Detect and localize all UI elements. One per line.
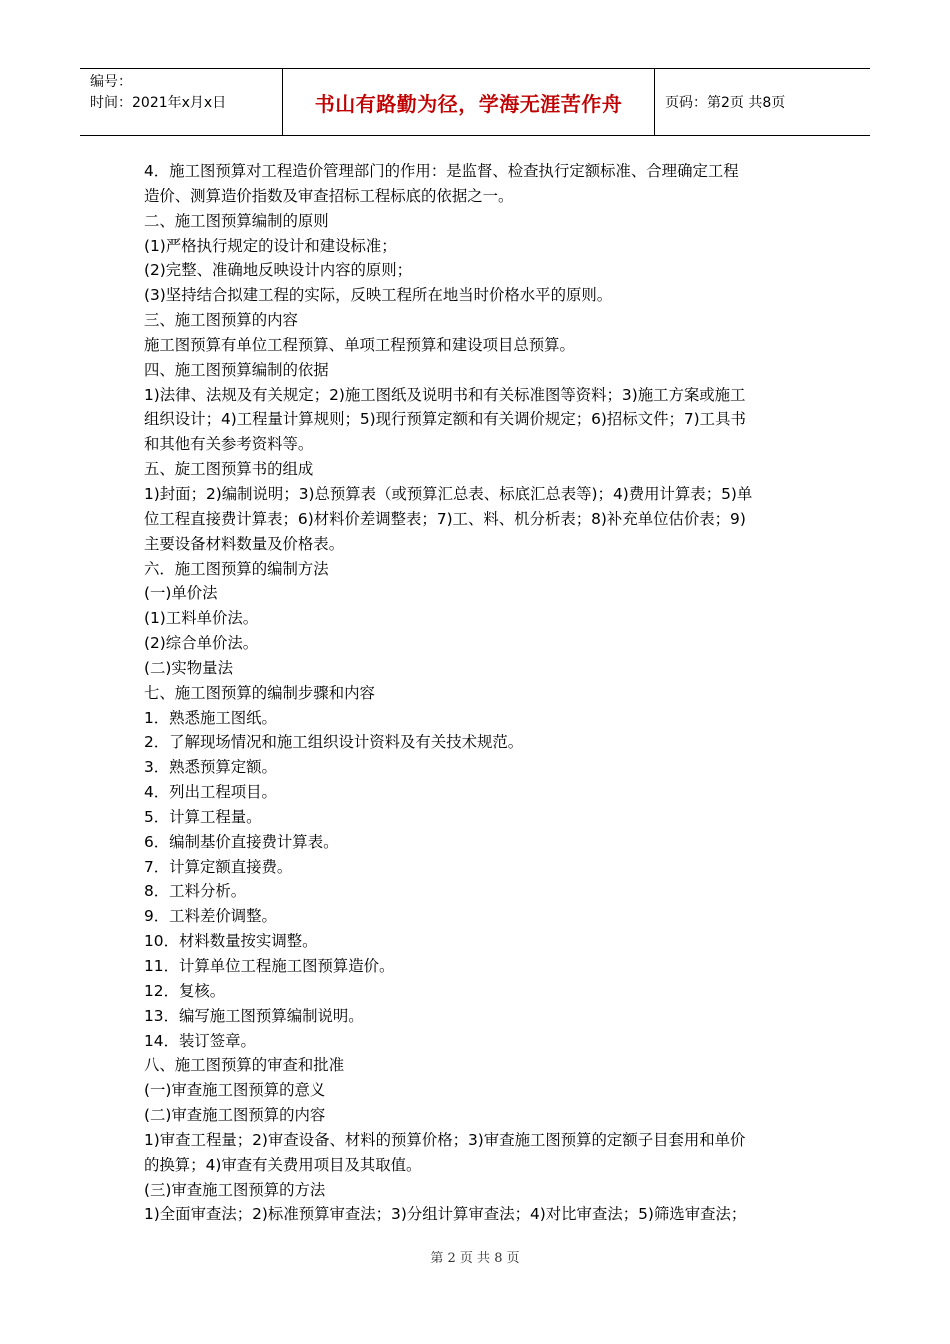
body-line: 14．装订签章。 <box>144 1031 256 1050</box>
body-line: 2．了解现场情况和施工组织设计资料及有关技术规范。 <box>144 733 524 752</box>
document-body <box>144 159 814 1227</box>
page-header <box>80 68 870 136</box>
body-line: 位工程直接费计算表；6)材料价差调整表；7)工、料、机分析表；8)补充单位估价表；9) <box>144 509 746 528</box>
body-line: (1)工料单价法。 <box>144 609 259 628</box>
body-line: (三)审查施工图预算的方法 <box>144 1180 326 1199</box>
body-line: 5．计算工程量。 <box>144 807 262 826</box>
time-label: 时间：2021年x月x日 <box>90 95 227 111</box>
header-motto: 书山有路勤为径，学海无涯苦作舟 <box>282 69 655 135</box>
body-line: 4．列出工程项目。 <box>144 783 277 802</box>
body-line: (二)实物量法 <box>144 658 233 677</box>
body-line: 四、施工图预算编制的依据 <box>144 360 329 379</box>
body-line: 七、施工图预算的编制步骤和内容 <box>144 683 375 702</box>
body-line: (二)审查施工图预算的内容 <box>144 1106 326 1125</box>
body-line: 3．熟悉预算定额。 <box>144 758 277 777</box>
body-line: 二、施工图预算编制的原则 <box>144 211 329 230</box>
body-line: 施工图预算有单位工程预算、单项工程预算和建设项目总预算。 <box>144 335 575 354</box>
body-line: (1)严格执行规定的设计和建设标准； <box>144 236 397 255</box>
body-line: 6．编制基价直接费计算表。 <box>144 832 339 851</box>
body-line: (一)审查施工图预算的意义 <box>144 1081 326 1100</box>
page-footer: 第 2 页 共 8 页 <box>430 1251 520 1266</box>
body-line: 9．工料差价调整。 <box>144 907 277 926</box>
body-line: 主要设备材料数量及价格表。 <box>144 534 345 553</box>
body-line: 1．熟悉施工图纸。 <box>144 708 277 727</box>
body-line: 8．工料分析。 <box>144 882 247 901</box>
body-line: 三、施工图预算的内容 <box>144 311 298 330</box>
number-label: 编号： <box>90 74 132 90</box>
body-line: (3)坚持结合拟建工程的实际，反映工程所在地当时价格水平的原则。 <box>144 286 613 305</box>
body-line: 1)封面；2)编制说明；3)总预算表（或预算汇总表、标底汇总表等)；4)费用计算表；5)单 <box>144 484 753 503</box>
header-meta <box>80 69 282 135</box>
body-line: (2)综合单价法。 <box>144 634 259 653</box>
body-line: 10．材料数量按实调整。 <box>144 932 318 951</box>
body-line: (一)单价法 <box>144 584 218 603</box>
body-line: 五、旋工图预算书的组成 <box>144 460 314 479</box>
body-line: 4．施工图预算对工程造价管理部门的作用：是监督、检查执行定额标准、合理确定工程 <box>144 162 739 180</box>
body-line: 八、施工图预算的审查和批准 <box>144 1056 345 1075</box>
header-page-info: 页码：第2页 共8页 <box>665 95 786 111</box>
body-line: 造价、测算造价指数及审查招标工程标底的依据之一。 <box>144 186 514 205</box>
body-line: 7．计算定额直接费。 <box>144 857 293 876</box>
body-line: 组织设计；4)工程量计算规则；5)现行预算定额和有关调价规定；6)招标文件；7)工具书 <box>144 410 746 429</box>
body-line: (2)完整、准确地反映设计内容的原则； <box>144 261 413 280</box>
body-line: 13．编写施工图预算编制说明。 <box>144 1006 364 1025</box>
body-line: 12．复核。 <box>144 981 226 1000</box>
body-line: 六．施工图预算的编制方法 <box>144 559 329 578</box>
body-line: 和其他有关参考资料等。 <box>144 435 314 454</box>
body-line: 1)全面审查法；2)标准预算审查法；3)分组计算审查法；4)对比审查法；5)筛选审查法； <box>144 1205 747 1224</box>
body-line: 1)审查工程量；2)审查设备、材料的预算价格；3)审查施工图预算的定额子目套用和单价 <box>144 1130 746 1149</box>
body-line: 11．计算单位工程施工图预算造价。 <box>144 957 395 975</box>
body-line: 的换算；4)审查有关费用项目及其取值。 <box>144 1155 422 1174</box>
body-line: 1)法律、法规及有关规定；2)施工图纸及说明书和有关标准图等资料；3)施工方案或施工 <box>144 385 746 404</box>
